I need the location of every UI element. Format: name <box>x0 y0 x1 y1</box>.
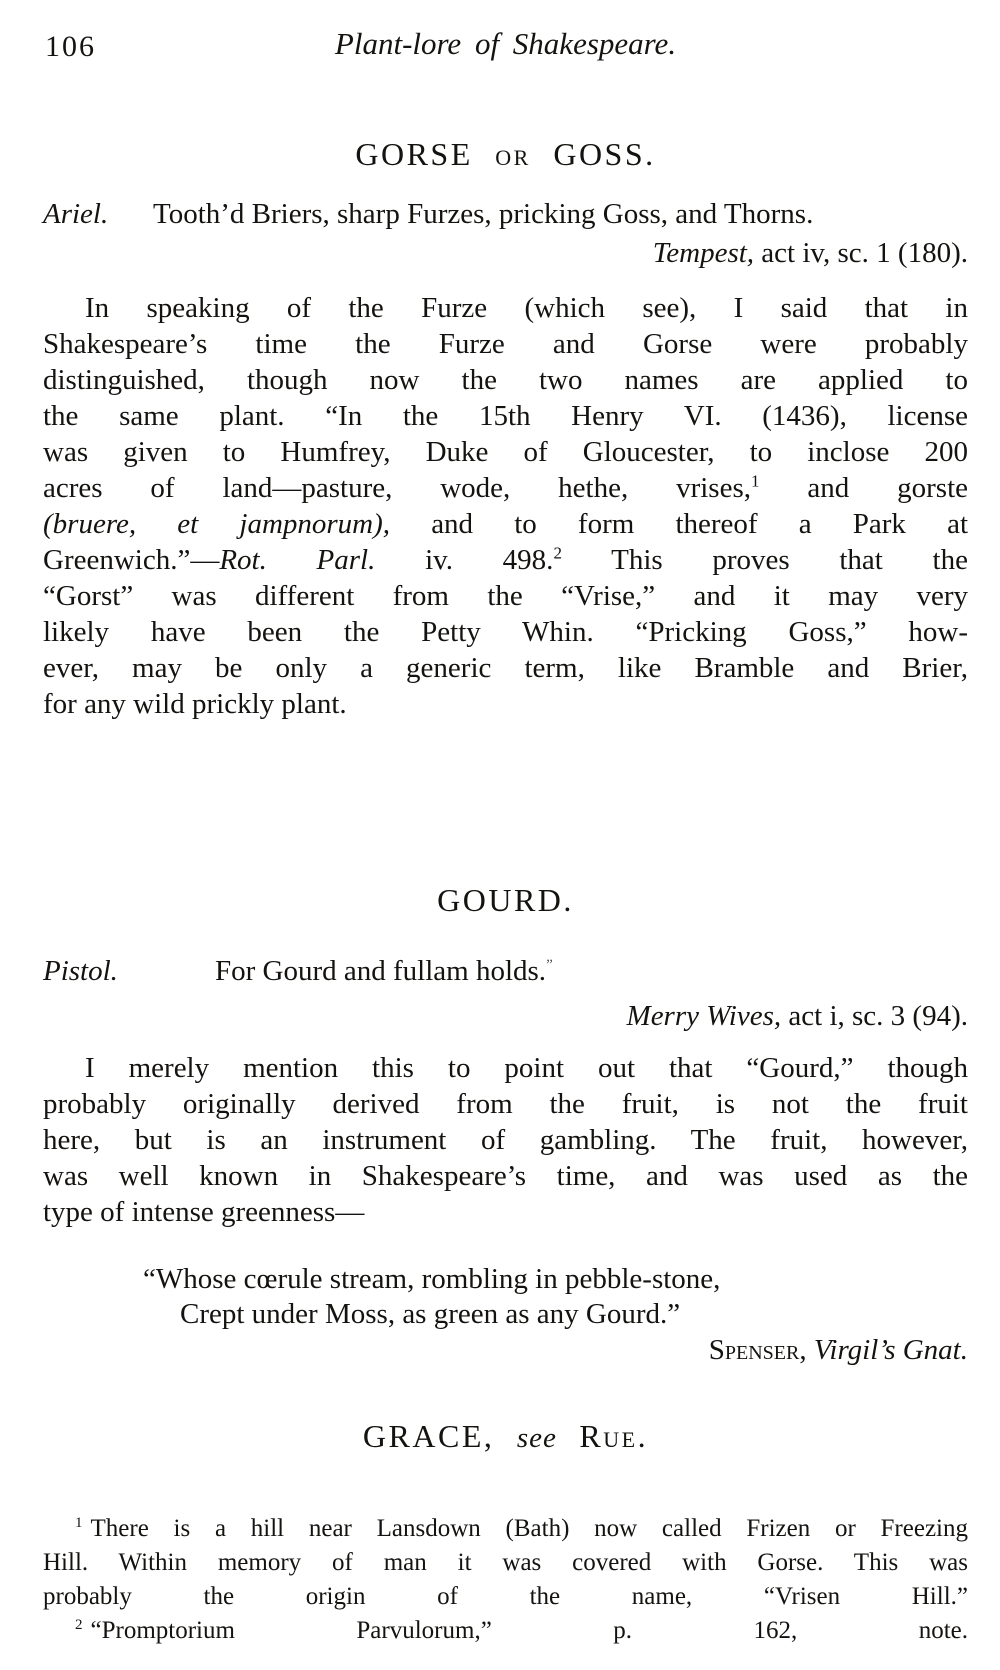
attribution-author: Spenser, <box>708 1334 807 1366</box>
text-segment: probably originally derived from the fruit, is not the fruit <box>43 1088 968 1120</box>
text-segment: iv. 498. <box>375 544 554 576</box>
text-line <box>43 1122 968 1158</box>
heading-word: Rue. <box>579 1418 649 1454</box>
verse-line-1 <box>43 1262 1000 1297</box>
epigraph-speaker: Ariel. <box>43 198 109 230</box>
text-segment: “Whose cœrule stream, rombling in pebble-stone, <box>143 1263 721 1295</box>
text-segment: type of intense greenness— <box>43 1196 365 1228</box>
text-line <box>43 542 968 578</box>
text-line <box>43 398 968 434</box>
paragraph-gourd <box>43 1050 968 1230</box>
text-segment: ever, may be only a generic term, like Bramble and Brier, <box>43 652 968 684</box>
text-line <box>43 1050 968 1086</box>
footnote-line <box>43 1580 968 1614</box>
source-reference: act iv, sc. 1 (180). <box>754 237 968 269</box>
text-line <box>43 434 968 470</box>
epigraph-text: For Gourd and fullam holds. <box>215 955 547 987</box>
source-work: Merry Wives, <box>626 1000 782 1032</box>
page-number: 106 <box>45 30 96 63</box>
text-segment: was well known in Shakespeare’s time, and was used as the <box>43 1160 968 1192</box>
footnote-ref: 1 <box>751 471 760 491</box>
heading-conjunction: or <box>495 136 531 172</box>
text-line <box>43 362 968 398</box>
italic-segment: (bruere, et jampnorum), <box>43 508 391 540</box>
heading-word: GOSS. <box>553 136 656 172</box>
footnote-ref: 2 <box>553 543 562 563</box>
section-heading-gourd <box>43 882 968 919</box>
text-segment: was given to Humfrey, Duke of Gloucester, to inclose 200 <box>43 436 968 468</box>
running-title: Plant-lore of Shakespeare. <box>334 26 677 61</box>
verse-attribution <box>43 1334 992 1367</box>
section-heading-gorse <box>43 136 968 173</box>
epigraph-gorse <box>43 198 968 231</box>
text-line <box>43 650 968 686</box>
text-segment: “Promptorium Parvulorum,” p. 162, note. <box>90 1617 968 1644</box>
epigraph-source-gourd <box>43 1000 970 1033</box>
text-line <box>43 290 968 326</box>
text-segment: here, but is an instrument of gambling. The fruit, however, <box>43 1124 968 1156</box>
footnotes <box>43 1512 968 1648</box>
epigraph-text: Tooth’d Briers, sharp Furzes, pricking Goss, and Thorns. <box>153 198 814 230</box>
paragraph-gorse <box>43 290 968 722</box>
footnote-line <box>43 1614 968 1648</box>
footnote-marker: 2 <box>75 1616 83 1633</box>
text-segment: Greenwich.”— <box>43 544 220 576</box>
section-heading-grace <box>43 1418 968 1455</box>
source-reference: act i, sc. 3 (94). <box>781 1000 968 1032</box>
text-segment: the same plant. “In the 15th Henry VI. (1436), license <box>43 400 968 432</box>
text-segment: likely have been the Petty Whin. “Pricking Goss,” how- <box>43 616 968 648</box>
print-artifact-mark: ” <box>546 957 551 974</box>
attribution-work: Virgil’s Gnat. <box>806 1334 968 1366</box>
text-line <box>43 470 968 506</box>
text-segment: and to form thereof a Park at <box>390 508 968 540</box>
text-segment: for any wild prickly plant. <box>43 688 347 720</box>
text-segment: There is a hill near Lansdown (Bath) now called Frizen or Freezing <box>90 1515 968 1542</box>
heading-word: GRACE, <box>362 1418 495 1454</box>
heading-conjunction: see <box>516 1422 557 1454</box>
text-line <box>43 506 968 542</box>
text-line <box>43 578 968 614</box>
italic-segment: Rot. Parl. <box>219 544 376 576</box>
text-segment: probably the origin of the name, “Vrisen Hill.” <box>43 1583 968 1610</box>
source-work: Tempest, <box>652 237 755 269</box>
epigraph-source-gorse <box>43 237 970 270</box>
footnote-line <box>43 1546 968 1580</box>
text-segment: and gorste <box>759 472 968 504</box>
text-segment: In speaking of the Furze (which see), I said that in <box>85 292 968 324</box>
footnote-line <box>43 1512 968 1546</box>
text-line <box>43 1158 968 1194</box>
text-line <box>43 326 968 362</box>
text-segment: Shakespeare’s time the Furze and Gorse were probably <box>43 328 968 360</box>
heading-word: GORSE <box>355 136 473 172</box>
text-segment: acres of land—pasture, wode, hethe, vrises, <box>43 472 752 504</box>
footnote-marker: 1 <box>75 1514 83 1531</box>
text-line <box>43 686 968 722</box>
page-header <box>43 26 968 70</box>
text-segment: “Gorst” was different from the “Vrise,” and it may very <box>43 580 968 612</box>
text-line <box>43 614 968 650</box>
text-segment: Hill. Within memory of man it was covered with Gorse. This was <box>43 1549 968 1576</box>
text-segment: This proves that the <box>561 544 968 576</box>
text-line <box>43 1194 968 1230</box>
epigraph-speaker: Pistol. <box>43 955 118 987</box>
verse-line-2 <box>43 1297 1000 1332</box>
text-segment: distinguished, though now the two names are applied to <box>43 364 968 396</box>
text-segment: I merely mention this to point out that “Gourd,” though <box>85 1052 968 1084</box>
text-segment: Crept under Moss, as green as any Gourd.” <box>180 1298 681 1330</box>
epigraph-gourd <box>43 955 968 988</box>
heading-word: GOURD. <box>437 882 574 918</box>
text-line <box>43 1086 968 1122</box>
